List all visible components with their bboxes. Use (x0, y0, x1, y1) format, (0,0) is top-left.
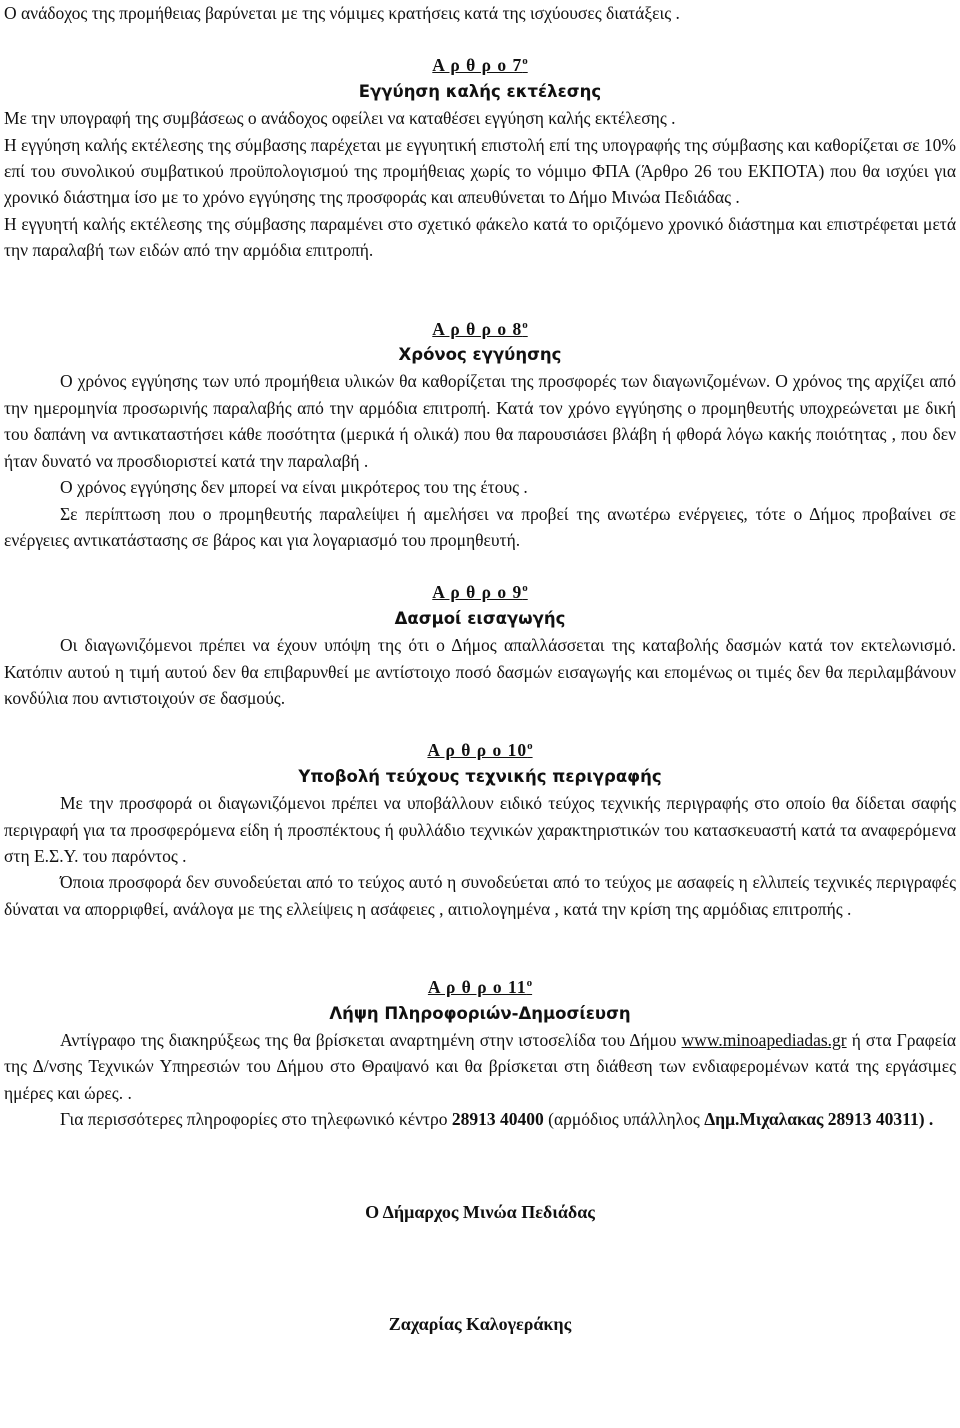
article-7-heading: Α ρ θ ρ ο $7^o$ (432, 55, 528, 76)
article-10 (4, 737, 956, 922)
article-9 (4, 579, 956, 711)
article-7-paragraph: Η εγγυητή καλής εκτέλεσης της σύμβασης παραμένει στο σχετικό φάκελο κατά το οριζόμενο χρονικό διάστημα και επιστρέφεται μετά την παραλαβή των ειδών από την αρμόδια επιτροπή. (4, 213, 956, 261)
website-link[interactable]: www.minoapediadas.gr (681, 1030, 847, 1050)
article-11-paragraph: Για περισσότερες πληροφορίες στο τηλεφωνικό κέντρο 28913 40400 (αρμόδιος υπάλληλος Δημ.Μιχαλακας 28913 40311) . (60, 1109, 934, 1130)
article-11-paragraph: Αντίγραφο της διακηρύξεως της θα βρίσκεται αναρτημένη στην ιστοσελίδα του Δήμου www.minoapediadas.gr ή στα Γραφεία της Δ/νσης Τεχνικών Υπηρεσιών του Δήμου στο Θραψανό και θα βρίσκεται στη διάθεση των ενδιαφερομένων κατά της εργάσιμες ημέρες και ώρες. . (4, 1030, 956, 1103)
article-8-paragraph: Ο χρόνος εγγύησης δεν μπορεί να είναι μικρότερος του της έτους . (60, 477, 528, 498)
article-10-paragraph: Όποια προσφορά δεν συνοδεύεται από το τεύχος αυτό η συνοδεύεται από το τεύχος με ασαφείς η ελλιπείς τεχνικές περιγραφές δύναται να απορριφθεί, ανάλογα με της ελλείψεις η ασάφειες , αιτιολογημένα , κατά την κρίση της αρμόδιας επιτροπής . (4, 872, 956, 919)
document-page (4, 0, 956, 1337)
article-8-paragraph: Σε περίπτωση που ο προμηθευτής παραλείψει ή αμελήσει να προβεί της ανωτέρω ενέργειες, τότε ο Δήμος προβαίνει σε ενέργειες αντικατάστασης σε βάρος και για λογαριασμό του προμηθευτή. (4, 503, 956, 550)
article-8-heading: Α ρ θ ρ ο $8^o$ (432, 318, 528, 339)
article-10-heading: Α ρ θ ρ ο $10^o$ (427, 740, 533, 761)
article-10-subtitle: Υποβολή τεύχους τεχνικής περιγραφής (298, 766, 662, 786)
article-11-heading: Α ρ θ ρ ο $11^o$ (427, 977, 533, 998)
article-9-paragraph: Οι διαγωνιζόμενοι πρέπει να έχουν υπόψη της ότι ο Δήμος απαλλάσσεται της καταβολής δασμών κατά τον εκτελωνισμό. Κατόπιν αυτού η τιμή αυτού δεν θα επιβαρυνθεί με αντίστοιχο ποσό δασμών εισαγωγής και επομένως οι τιμές δεν θα περιλαμβάνουν κονδύλια που αντιστοιχούν σε δασμούς. (4, 635, 956, 708)
article-7-subtitle: Εγγύηση καλής εκτέλεσης (358, 81, 602, 101)
article-7-paragraph: Η εγγύηση καλής εκτέλεσης της σύμβασης παρέχεται με εγγυητική επιστολή επί της υπογραφής της σύμβασης και καθορίζεται σε 10% επί του συνολικού συμβατικού προϋπολογισμού της προμήθειας χωρίς το νόμιμο ΦΠΑ (Άρθρο 26 του ΕΚΠΟΤΑ) που θα ισχύει για χρονικό διάστημα ίσο με το χρόνο εγγύησης της προσφοράς και απευθύνεται το Δήμο Μινώα Πεδιάδας . (4, 134, 956, 208)
article-11 (4, 974, 956, 1132)
phone-number: 28913 40400 (451, 1109, 544, 1130)
article-9-heading: Α ρ θ ρ ο $9^o$ (432, 582, 528, 603)
article-8-paragraph: Ο χρόνος εγγύησης των υπό προμήθεια υλικών θα καθορίζεται της προσφορές των διαγωνιζομένων. Ο χρόνος της αρχίζει από την ημερομηνία προσωρινής παραλαβής από την αρμόδια επιτροπή. Κατά τον χρόνο εγγύησης ο προμηθευτής υποχρεώνεται με δική του δαπάνη να αντικαταστήσει κάθε ποσότητα (μερικά ή ολικά) που θα παρουσιάσει βλάβη ή φθορά λόγω κακής ποιότητας , που δεν ήταν δυνατό να προσδιοριστεί κατά την παραλαβή . (4, 371, 956, 471)
signature-title: Ο Δήμαρχος Μινώα Πεδιάδας (365, 1201, 595, 1222)
intro-paragraph: Ο ανάδοχος της προμήθειας βαρύνεται με της νόμιμες κρατήσεις κατά της ισχύουσες διατάξεις . (4, 3, 680, 23)
article-9-subtitle: Δασμοί εισαγωγής (394, 608, 566, 628)
article-7-paragraph: Με την υπογραφή της συμβάσεως ο ανάδοχος οφείλει να καταθέσει εγγύηση καλής εκτέλεσης . (4, 108, 676, 129)
signature-name: Ζαχαρίας Καλογεράκης (388, 1314, 572, 1335)
article-10-paragraph: Με την προσφορά οι διαγωνιζόμενοι πρέπει να υποβάλλουν ειδικό τεύχος τεχνικής περιγραφής στο οποίο θα δίδεται σαφής περιγραφή για τα προσφερόμενα είδη ή προσπέκτους ή φυλλάδιο τεχνικών χαρακτηριστικών του κατασκευαστή κατά τα αναφερόμενα στη Ε.Σ.Υ. του παρόντος . (4, 793, 956, 866)
article-8 (4, 316, 956, 554)
article-7 (4, 52, 956, 263)
article-8-subtitle: Χρόνος εγγύησης (398, 345, 562, 365)
contact-person: Δημ.Μιχαλακας 28913 40311) . (704, 1109, 934, 1130)
article-11-subtitle: Λήψη Πληροφοριών-Δημοσίευση (329, 1003, 631, 1023)
